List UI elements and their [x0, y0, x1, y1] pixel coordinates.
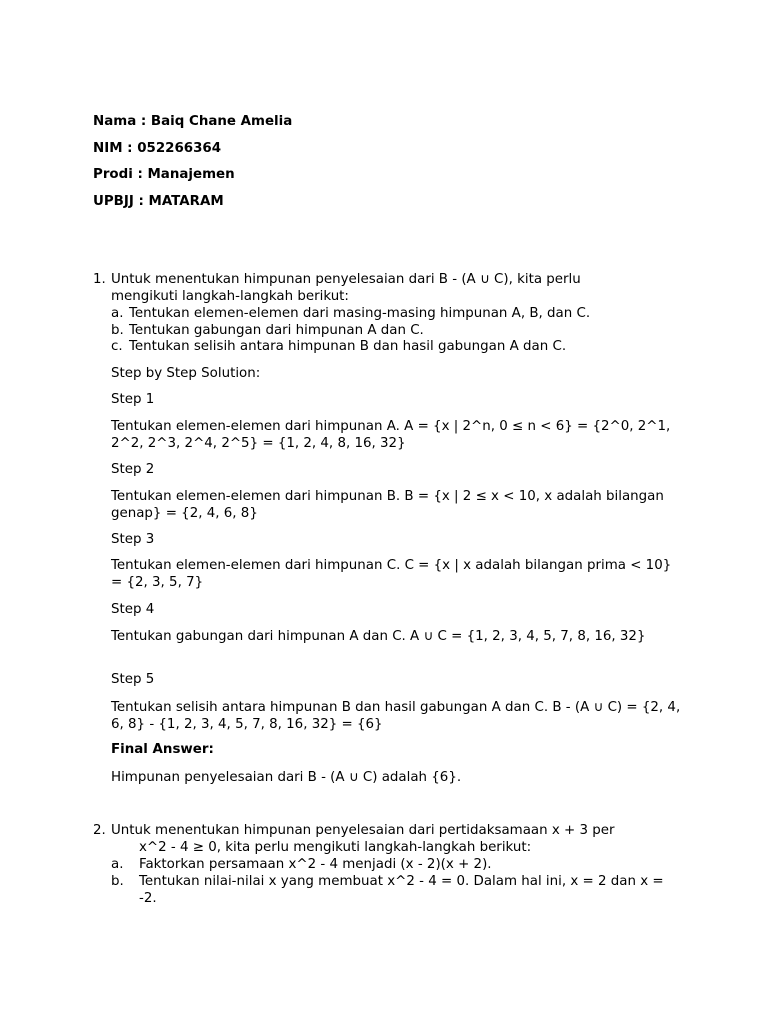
final-answer-text: Himpunan penyelesaian dari B - (A ∪ C) adalah {6}.: [111, 770, 462, 785]
list-item-text: Tentukan gabungan dari himpunan A dan C.: [129, 323, 424, 338]
student-upbjj: UPBJJ : MATARAM: [93, 194, 224, 209]
step-text: Tentukan elemen-elemen dari himpunan A. A = {x | 2^n, 0 ≤ n < 6} = {2^0, 2^1, 2^2, 2^3, 2^4, 2^5} = {1, 2, 4, 8, 16, 32}: [111, 419, 671, 451]
student-nim: NIM : 052266364: [93, 141, 222, 156]
step-title: Step 5: [111, 672, 155, 687]
step-text: Tentukan elemen-elemen dari himpunan C. C = {x | x adalah bilangan prima < 10} = {2, 3, 5, 7}: [111, 558, 672, 590]
student-name: Nama : Baiq Chane Amelia: [93, 114, 293, 129]
list-item-text: Faktorkan persamaan x^2 - 4 menjadi (x - 2)(x + 2).: [139, 857, 492, 872]
step-title: Step 1: [111, 392, 155, 407]
list-item-label: a.: [111, 857, 124, 872]
question-1-number: 1.: [93, 272, 106, 287]
student-prodi: Prodi : Manajemen: [93, 167, 235, 182]
question-2-number: 2.: [93, 823, 106, 838]
step-text: Tentukan elemen-elemen dari himpunan B. B = {x | 2 ≤ x < 10, x adalah bilangan genap} = {2, 4, 6, 8}: [111, 489, 664, 521]
step-text: Tentukan selisih antara himpunan B dan hasil gabungan A dan C. B - (A ∪ C) = {2, 4, 6, 8} - {1, 2, 3, 4, 5, 7, 8, 16, 32} = {6}: [111, 700, 681, 732]
list-item-label: b.: [111, 874, 124, 889]
list-item-label: a.: [111, 306, 124, 321]
question-1-intro-line2: mengikuti langkah-langkah berikut:: [111, 289, 349, 304]
solution-title: Step by Step Solution:: [111, 366, 261, 381]
list-item-text: Tentukan elemen-elemen dari masing-masing himpunan A, B, dan C.: [129, 306, 591, 321]
step-title: Step 4: [111, 602, 155, 617]
question-1-intro-line1: Untuk menentukan himpunan penyelesaian dari B - (A ∪ C), kita perlu: [111, 272, 581, 287]
list-item-text: Tentukan nilai-nilai x yang membuat x^2 - 4 = 0. Dalam hal ini, x = 2 dan x = -2.: [139, 874, 664, 906]
list-item-label: b.: [111, 323, 124, 338]
question-2-intro-line1: Untuk menentukan himpunan penyelesaian dari pertidaksamaan x + 3 per: [111, 823, 615, 838]
list-item-label: c.: [111, 339, 123, 354]
step-title: Step 2: [111, 462, 155, 477]
step-title: Step 3: [111, 532, 155, 547]
final-answer-title: Final Answer:: [111, 742, 214, 757]
list-item-text: Tentukan selisih antara himpunan B dan hasil gabungan A dan C.: [129, 339, 567, 354]
question-2-intro-line2: x^2 - 4 ≥ 0, kita perlu mengikuti langkah-langkah berikut:: [139, 840, 532, 855]
step-text: Tentukan gabungan dari himpunan A dan C. A ∪ C = {1, 2, 3, 4, 5, 7, 8, 16, 32}: [111, 629, 646, 644]
